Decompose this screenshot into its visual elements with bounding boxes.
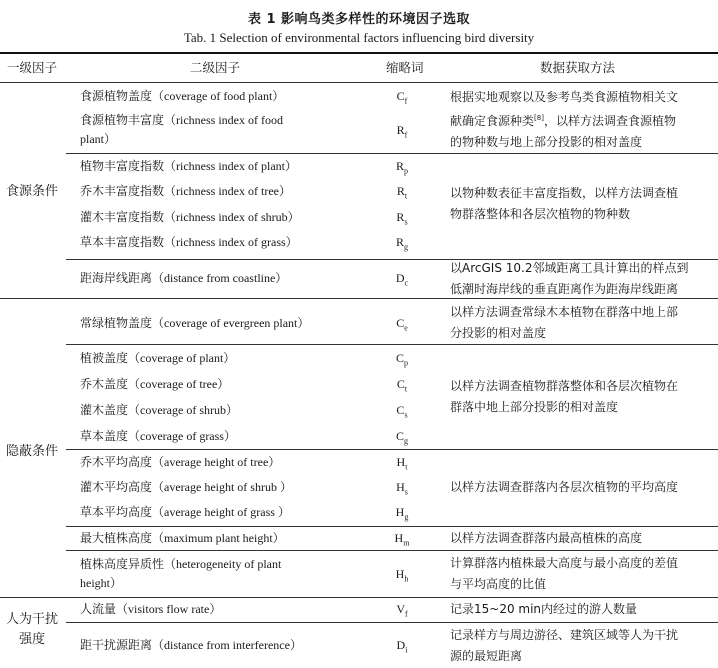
category-human-disturbance-line2: 强度 (18, 632, 45, 647)
factor-en: （visitors flow rate） (116, 602, 222, 616)
abbr-subscript: m (403, 538, 410, 548)
method-line: 群落中地上部分投影的相对盖度 (450, 400, 619, 414)
citation-ref: [8] (534, 114, 544, 122)
abbr-letter: R (395, 235, 404, 249)
abbr-letter: H (396, 455, 406, 469)
abbr-letter: C (396, 89, 405, 103)
factor-zh: 人流量 (80, 602, 117, 616)
abbreviation (382, 316, 422, 332)
factor-en: （maximum plant height） (152, 531, 285, 545)
abbr-letter: R (396, 123, 405, 137)
method-text: ，以样方法调查食源植物 (543, 114, 676, 128)
abbr-letter: H (395, 505, 405, 519)
abbr-letter: V (396, 602, 405, 616)
factor-zh: 灌木平均高度 (80, 480, 153, 494)
factor-zh: 食源植物盖度 (80, 89, 153, 103)
factor-en: （richness index of plant） (164, 159, 297, 173)
header-data-method: 数据获取方法 (540, 60, 616, 75)
abbreviation (382, 567, 422, 583)
method-line: 以样方法调查常绿木本植物在群落中地上部 (450, 305, 679, 319)
abbr-subscript: h (404, 574, 409, 584)
method-heterogeneity (450, 553, 718, 595)
factor-zh: 灌木盖度 (80, 403, 129, 417)
factor-zh: 植株高度异质性 (80, 557, 165, 571)
abbr-subscript: t (404, 191, 408, 201)
table-title-english: Tab. 1 Selection of environmental factors influencing bird diversity (183, 30, 535, 45)
factor-row (80, 475, 292, 500)
method-average-height (450, 477, 718, 498)
abbr-subscript: g (404, 436, 408, 446)
header-level1-factor: 一级因子 (6, 60, 57, 75)
method-max-height (450, 528, 718, 549)
method-text: 献确定食源种类 (450, 114, 535, 128)
factor-zh: 最大植株高度 (80, 531, 153, 545)
factor-en: （average height of shrub ） (152, 480, 292, 494)
abbr-letter: C (395, 351, 404, 365)
factor-row (80, 372, 229, 397)
abbr-subscript: p (404, 166, 408, 176)
abbreviation (382, 638, 422, 654)
method-visitors (450, 599, 718, 620)
factor-row (80, 311, 309, 336)
factor-row (80, 154, 297, 179)
abbr-subscript: f (405, 609, 408, 619)
row-divider (66, 622, 718, 623)
abbreviation (382, 531, 422, 547)
method-line: 与平均高度的比值 (450, 577, 547, 591)
abbr-letter: C (395, 429, 404, 443)
method-evergreen (450, 302, 718, 344)
category-human-disturbance (0, 610, 64, 650)
abbr-subscript: p (404, 358, 408, 368)
factor-en-continued: height） (80, 576, 122, 590)
method-line: 源的最短距离 (450, 649, 523, 663)
method-line: 以物种数表征丰富度指数，以样方法调查植 (450, 186, 679, 200)
abbreviation (382, 455, 422, 471)
factor-zh: 食源植物丰富度 (80, 113, 165, 127)
method-line: 记录15~20 min内经过的游人数量 (450, 602, 638, 616)
factor-row (80, 633, 302, 658)
abbr-letter: R (395, 159, 404, 173)
method-line (450, 108, 718, 132)
abbreviation (382, 403, 422, 419)
abbreviation (382, 429, 422, 445)
factor-zh: 草本平均高度 (80, 505, 153, 519)
method-line: 分投影的相对盖度 (450, 326, 547, 340)
factor-en: （coverage of tree） (128, 377, 230, 391)
factor-zh: 乔木丰富度指数 (80, 184, 165, 198)
method-line: 计算群落内植株最大高度与最小高度的差值 (450, 556, 679, 570)
method-food-plant (450, 87, 718, 153)
method-line: 以样方法调查植物群落整体和各层次植物在 (450, 379, 679, 393)
abbr-subscript: g (404, 512, 409, 522)
factor-en: （distance from coastline） (152, 271, 288, 285)
factor-en: （richness index of shrub） (164, 210, 300, 224)
category-cover-conditions: 隐蔽条件 (5, 444, 58, 459)
factor-en: （coverage of food plant） (152, 89, 285, 103)
factor-zh: 灌木丰富度指数 (80, 210, 165, 224)
method-line: 的物种数与地上部分投影的相对盖度 (450, 135, 643, 149)
abbr-subscript: t (405, 462, 408, 472)
factor-row (80, 230, 298, 255)
method-richness (450, 183, 718, 225)
method-line: 以样方法调查群落内最高植株的高度 (450, 531, 643, 545)
abbreviation (382, 377, 422, 393)
factor-zh: 距海岸线距离 (80, 271, 153, 285)
table-top-rule (0, 52, 718, 54)
factor-row (80, 266, 287, 291)
method-line: 根据实地观察以及参考鸟类食源植物相关文 (450, 90, 679, 104)
abbreviation (382, 351, 422, 367)
factor-zh: 常绿植物盖度 (80, 316, 153, 330)
abbreviation (382, 271, 422, 287)
abbreviation (382, 184, 422, 200)
abbr-subscript: f (404, 96, 408, 106)
abbreviation (382, 123, 422, 139)
abbreviation (382, 210, 422, 226)
abbreviation (382, 505, 422, 521)
header-bottom-rule (0, 82, 718, 83)
abbr-subscript: s (404, 487, 408, 497)
factor-row (80, 424, 236, 449)
factor-row (80, 398, 238, 423)
factor-row (80, 597, 221, 622)
factor-en: （coverage of grass） (128, 429, 236, 443)
abbreviation (382, 602, 422, 618)
abbr-subscript: i (405, 645, 408, 655)
method-line: 低潮时海岸线的垂直距离作为距海岸线距离 (450, 282, 679, 296)
category-human-disturbance-line1: 人为干扰 (5, 612, 58, 627)
factor-zh: 乔木盖度 (80, 377, 129, 391)
abbr-letter: H (396, 480, 405, 494)
factor-row (80, 84, 284, 109)
method-line: 物群落整体和各层次植物的物种数 (450, 207, 631, 221)
method-coverage (450, 376, 718, 418)
abbr-letter: D (396, 638, 406, 652)
factor-zh: 草本丰富度指数 (80, 235, 165, 249)
abbr-letter: C (396, 403, 405, 417)
abbr-letter: H (395, 567, 405, 581)
factor-zh: 乔木平均高度 (80, 455, 153, 469)
abbr-subscript: s (404, 410, 408, 420)
factor-row (80, 500, 290, 525)
abbr-letter: R (396, 210, 405, 224)
abbr-letter: C (396, 316, 405, 330)
method-line: 以ArcGIS 10.2邻域距离工具计算出的样点到 (450, 261, 689, 275)
category-food-conditions: 食源条件 (5, 184, 58, 199)
factor-zh: 植物丰富度指数 (80, 159, 165, 173)
factor-en: （richness index of grass） (164, 235, 298, 249)
method-line: 以样方法调查群落内各层次植物的平均高度 (450, 480, 679, 494)
factor-en: （average height of tree） (152, 455, 281, 469)
factor-en: （average height of grass ） (152, 505, 290, 519)
abbr-letter: R (396, 184, 405, 198)
factor-en: （coverage of shrub） (128, 403, 238, 417)
factor-en: （coverage of plant） (128, 351, 236, 365)
abbr-subscript: c (404, 278, 409, 288)
factor-en: （distance from interference） (152, 638, 302, 652)
factor-zh: 距干扰源距离 (80, 638, 153, 652)
abbr-letter: C (396, 377, 405, 391)
table-title-chinese: 表 1 影响鸟类多样性的环境因子选取 (247, 12, 471, 27)
header-abbreviation: 缩略词 (386, 60, 424, 75)
factor-row (80, 555, 370, 593)
factor-row (80, 111, 370, 149)
factor-row (80, 526, 285, 551)
abbreviation (382, 235, 422, 251)
method-line: 记录样方与周边游径、建筑区域等人为干扰 (450, 628, 679, 642)
factor-en: （coverage of evergreen plant） (152, 316, 310, 330)
abbreviation (382, 89, 422, 105)
row-divider (66, 344, 718, 345)
factor-row (80, 450, 280, 475)
method-interference (450, 625, 718, 667)
abbr-subscript: g (404, 242, 408, 252)
factor-row (80, 346, 235, 371)
abbreviation (382, 159, 422, 175)
factor-en: （richness index of tree） (164, 184, 291, 198)
abbr-subscript: t (404, 384, 408, 394)
factor-zh: 草本盖度 (80, 429, 129, 443)
factor-zh: 植被盖度 (80, 351, 129, 365)
abbr-subscript: s (404, 217, 408, 227)
abbr-subscript: f (404, 130, 408, 140)
factor-en: （heterogeneity of plant (164, 557, 282, 571)
factor-row (80, 179, 291, 204)
header-level2-factor: 二级因子 (190, 60, 241, 75)
factor-en-continued: plant） (80, 132, 116, 146)
abbr-letter: H (394, 531, 404, 545)
abbr-letter: D (395, 271, 405, 285)
abbr-subscript: e (404, 323, 408, 333)
factor-row (80, 205, 300, 230)
method-coastline (450, 258, 718, 300)
abbreviation (382, 480, 422, 496)
factor-en: （richness index of food (164, 113, 283, 127)
